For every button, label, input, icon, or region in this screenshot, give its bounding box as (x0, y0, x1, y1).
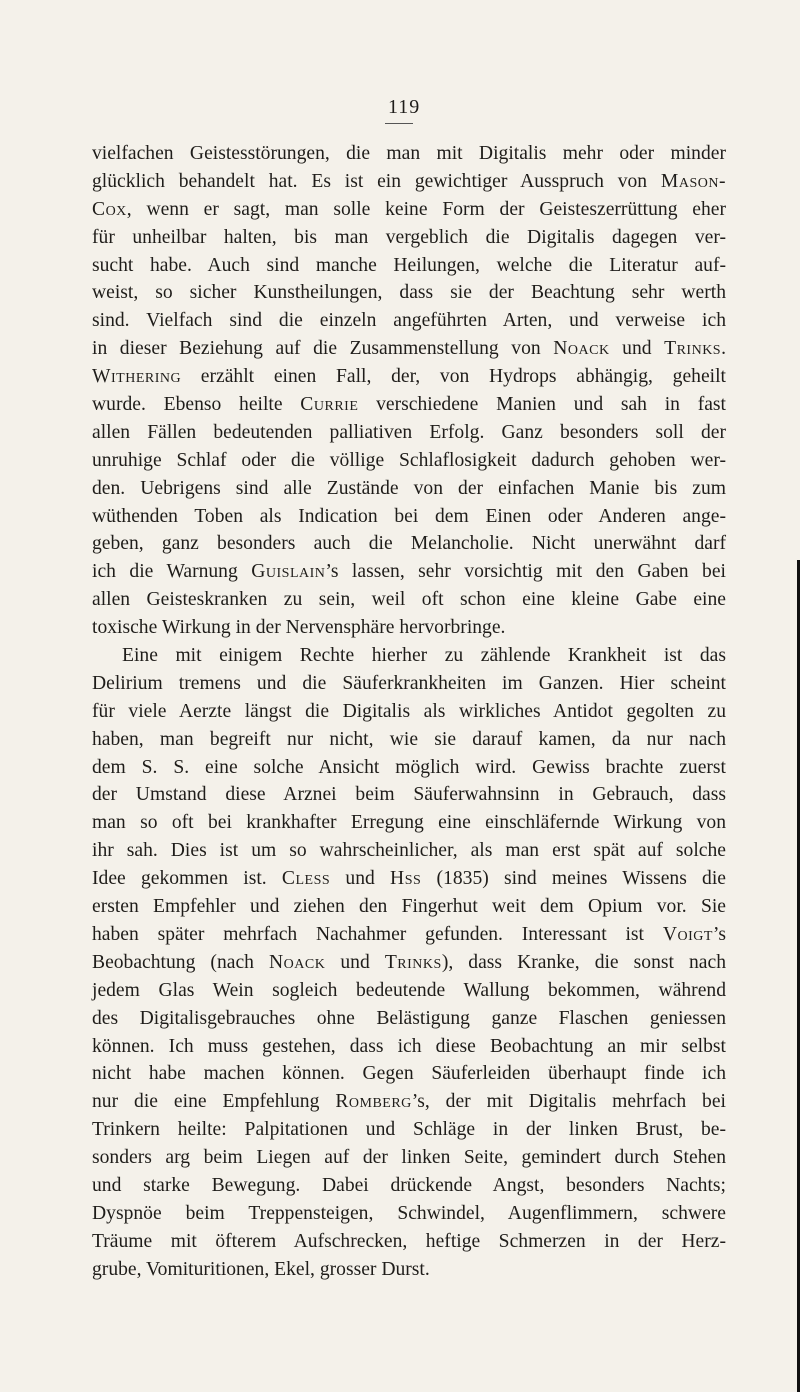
text-run: (1835) sind meines Wissens die (421, 868, 726, 890)
text-run: allen Geisteskranken zu sein, weil oft schon eine kleine Gabe eine (92, 589, 726, 611)
text-line (92, 196, 726, 224)
text-run: vielfachen Geistesstörungen, die man mit Digitalis mehr oder minder (92, 143, 726, 164)
author-name: Hss (390, 868, 422, 890)
author-name: Mason- (660, 170, 726, 192)
author-name: Trinks (664, 338, 722, 360)
text-run: den. Uebrigens sind alle Zustände von der einfachen Manie bis zum (92, 477, 726, 499)
page-number: 119 (388, 96, 421, 118)
text-line (92, 307, 726, 335)
text-line (92, 447, 726, 475)
text-run: ich die Warnung (92, 561, 252, 583)
author-name: Trinks (384, 951, 442, 973)
text-run: jedem Glas Wein sogleich bedeutende Wallung bekommen, während (92, 979, 726, 1001)
author-name: Withering (92, 366, 182, 388)
text-line (92, 475, 726, 503)
text-run: nur die eine Empfehlung (92, 1091, 336, 1113)
text-line (92, 1172, 726, 1200)
text-line (92, 977, 726, 1005)
text-run: des Digitalisgebrauches ohne Belästigung ganze Flaschen geniessen (92, 1007, 726, 1029)
text-line (92, 1088, 726, 1116)
text-run: ’s (712, 923, 726, 945)
text-line (92, 503, 726, 531)
text-line (92, 1228, 726, 1256)
text-run: und (325, 951, 385, 973)
text-line (92, 809, 726, 837)
text-run: und (330, 868, 391, 890)
text-line (92, 224, 726, 252)
text-run: können. Ich muss gestehen, dass ich diese Beobachtung an mir selbst (92, 1035, 726, 1057)
text-run: Eine mit einigem Rechte hierher zu zählende Krankheit ist das (122, 645, 726, 667)
text-run: verschiedene Manien und sah in fast (358, 394, 726, 416)
text-run: für unheilbar halten, bis man vergeblich die Digitalis dagegen ver- (92, 226, 726, 248)
text-line (92, 726, 726, 754)
author-name: Noack (553, 338, 610, 360)
text-run: . (721, 338, 726, 360)
text-run: Träume mit öfterem Aufschrecken, heftige Schmerzen in der Herz- (92, 1230, 726, 1252)
text-run: für viele Aerzte längst die Digitalis als wirkliches Antidot gegolten zu (92, 700, 726, 722)
text-run: Trinkern heilte: Palpitationen und Schläge in der linken Brust, be- (92, 1119, 726, 1141)
text-run: weist, so sicher Kunstheilungen, dass sie der Beachtung sehr werth (92, 282, 726, 304)
page-number-underline (385, 123, 413, 124)
text-run: glücklich behandelt hat. Es ist ein gewichtiger Ausspruch von (92, 170, 661, 192)
text-run: und starke Bewegung. Dabei drückende Angst, besonders Nachts; (92, 1174, 726, 1196)
text-line (92, 1116, 726, 1144)
text-run: sucht habe. Auch sind manche Heilungen, welche die Literatur auf- (92, 254, 726, 276)
text-line (92, 670, 726, 698)
author-name: Voigt (662, 923, 713, 945)
text-run: dem S. S. eine solche Ansicht möglich wird. Gewiss brachte zuerst (92, 756, 726, 778)
text-line (92, 1060, 726, 1088)
text-run: und (609, 338, 665, 360)
text-run: ’s, der mit Digitalis mehrfach bei (411, 1091, 726, 1113)
text-run: wüthenden Toben als Indication bei dem Einen oder Anderen ange- (92, 505, 726, 527)
text-run: , wenn er sagt, man solle keine Form der Geisteszerrüttung eher (126, 198, 726, 220)
text-line (92, 921, 726, 949)
text-run: haben später mehrfach Nachahmer gefunden. Interessant ist (92, 923, 663, 945)
text-line (92, 754, 726, 782)
text-line (92, 279, 726, 307)
author-name: Noack (269, 951, 326, 973)
text-line (92, 252, 726, 280)
text-run: Idee gekommen ist. (92, 868, 282, 890)
text-line (92, 1200, 726, 1228)
text-run: Dyspnöe beim Treppensteigen, Schwindel, Augenflimmern, schwere (92, 1202, 726, 1224)
text-line (92, 530, 726, 558)
text-line (92, 837, 726, 865)
text-line (92, 335, 726, 363)
text-line (92, 614, 726, 642)
text-line (92, 1144, 726, 1172)
text-run: in dieser Beziehung auf die Zusammenstellung von (92, 338, 554, 360)
text-run: geben, ganz besonders auch die Melancholie. Nicht unerwähnt darf (92, 533, 726, 555)
text-line (92, 363, 726, 391)
text-run: der Umstand diese Arznei beim Säuferwahnsinn in Gebrauch, dass (92, 784, 726, 806)
text-line (92, 949, 726, 977)
text-line (92, 419, 726, 447)
text-run: toxische Wirkung in der Nervensphäre hervorbringe. (92, 617, 506, 639)
text-run: unruhige Schlaf oder die völlige Schlaflosigkeit dadurch gehoben wer- (92, 449, 726, 471)
author-name: Guislain (251, 561, 326, 583)
body-text (92, 140, 726, 1284)
text-run: ersten Empfehler und ziehen den Fingerhut weit dem Opium vor. Sie (92, 896, 726, 918)
text-run: Beobachtung (nach (92, 951, 269, 973)
text-run: grube, Vomituritionen, Ekel, grosser Durst. (92, 1258, 430, 1280)
text-run: man so oft bei krankhafter Erregung eine einschläfernde Wirkung von (92, 812, 726, 834)
text-run: ihr sah. Dies ist um so wahrscheinlicher, als man erst spät auf solche (92, 840, 726, 862)
text-run: sonders arg beim Liegen auf der linken Seite, gemindert durch Stehen (92, 1147, 726, 1169)
text-run: allen Fällen bedeutenden palliativen Erfolg. Ganz besonders soll der (92, 421, 726, 443)
text-line (92, 140, 726, 168)
text-run: sind. Vielfach sind die einzeln angeführten Arten, und verweise ich (92, 310, 726, 332)
text-run: nicht habe machen können. Gegen Säuferleiden überhaupt finde ich (92, 1063, 726, 1085)
text-line (92, 865, 726, 893)
text-line (92, 558, 726, 586)
author-name: Cox (92, 198, 127, 220)
text-line (92, 168, 726, 196)
text-line (92, 642, 726, 670)
text-line (92, 586, 726, 614)
text-line (92, 1256, 726, 1284)
text-line (92, 781, 726, 809)
text-run: haben, man begreift nur nicht, wie sie darauf kamen, da nur nach (92, 728, 726, 750)
text-line (92, 1005, 726, 1033)
text-line (92, 1033, 726, 1061)
author-name: Currie (300, 394, 359, 416)
text-line (92, 698, 726, 726)
text-line (92, 391, 726, 419)
text-run: erzählt einen Fall, der, von Hydrops abhängig, geheilt (181, 366, 726, 388)
text-run: Delirium tremens und die Säuferkrankheiten im Ganzen. Hier scheint (92, 672, 726, 694)
author-name: Romberg (335, 1091, 412, 1113)
author-name: Cless (281, 868, 331, 890)
text-line (92, 893, 726, 921)
text-run: ), dass Kranke, die sonst nach (441, 951, 726, 973)
text-run: ’s lassen, sehr vorsichtig mit den Gaben bei (325, 561, 726, 583)
text-run: wurde. Ebenso heilte (92, 394, 301, 416)
